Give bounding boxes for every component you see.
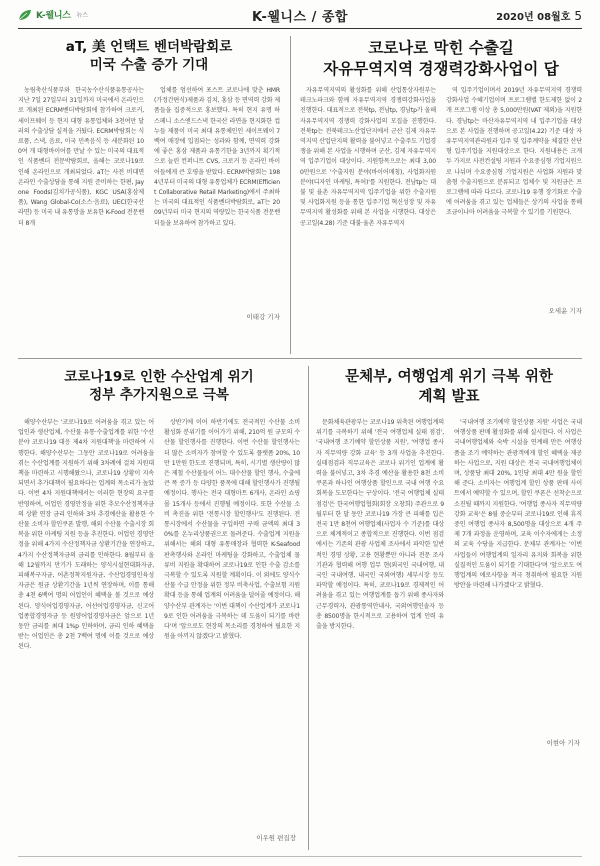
article-fisheries-support [18,366,300,852]
article-title-line: 문체부, 여행업계 위기 극복 위한 [345,369,553,385]
byline: 오세윤 기자 [548,307,582,315]
article-column [454,418,582,734]
issue-info [496,8,582,23]
article-title [18,368,300,404]
header-divider [18,28,582,29]
section-divider [18,358,582,359]
article-column [300,86,436,270]
article-paragraph: '국내여행 조기예약 할인상품 지원' 사업은 국내여행상품 판매 활성화를 위해 실시한다. 이 사업은 국내여행업체와 숙박 시설을 연계해 만든 여행상품을 조기 예약하는 관광객에게 할인 혜택을 제공하는 사업으로, 지원 대상은 전국 국내여행업체이며, 상품당 최대 20%, 1인당 최대 4만 원을 할인해 준다. 소비자는 여행업계 할인 상품 판매 사이트에서 예약할 수 있으며, 할인 쿠폰은 선착순으로 소진될 때까지 지원한다. '여행업 종사자 직무역량 강화 교육'은 8월 중순부터 코로나19로 인해 휴직 중인 여행업 종사자 8,500명을 대상으로 4개 주제 7개 과정을 운영하며, 교육 이수자에게는 소정의 교육 수당을 지급한다. 문체부 관계자는 '이번 사업들이 여행업계의 일자리 유지와 회복을 위한 실질적인 도움이 되기를 기대한다'며 '앞으로도 여행업계의 애로사항을 적극 청취하여 필요한 지원 방안을 마련해 나가겠다'고 밝혔다. [454,419,582,590]
article-paragraph: 해양수산부는 '코로나19로 어려움을 겪고 있는 어업인과 생산업체, 수산물 유통·수출업계를 위한 '수산분야 코로나19 대응 제4차 지원대책'을 마련하여 시행한다. 해양수산부는 그동안 코로나19로 어려움을 겪는 수산업계를 지원하기 위해 3차례에 걸쳐 지원대책을 마련하고 시행해왔으나, 코로나19 상황이 지속되면서 추가대책이 필요하다는 업계의 목소리가 높았다. 이번 4차 지원대책에서는 이러한 현장의 요구를 반영하여, 어업인 경영안정을 위한 추모수산정책자금의 상환 연장 금리 인하와 3차 추경예산을 활용한 수산물 소비자 할인쿠폰 발행, 해외 수산물 수출시장 회복을 위한 마케팅 지원 등을 추진한다. 어업인 경영안정을 위해 4가지 수산정책자금 상환기간을 연장하고, 4가지 수산정책자금의 금리를 인하한다. 8월부터 올해 12월까지 만기가 도래하는 양식시설현대화자금, 피해복구자금, 어촌정착지원자금, 수산업경영인육성자금은 원금 상환기간을 1년씩 연장하며, 이를 통해 총 4천 6백여 명의 어업인이 혜택을 볼 것으로 예상된다. 양식어업경영자금, 어선어업경영자금, 신고어업종합경영자금 등 원양어업경영자금은 앞으로 1년 동안 금리를 최대 1%p 인하하며, 금리 인하 혜택을 받는 어업인은 총 2천 7백여 명에 이를 것으로 예상된다. [18,419,154,651]
article-paragraph: 역 입주기업이며서 2019년 자유무역지역 경쟁력 강화사업 수혜기업이며 프로그램별 한도제한 없이 2개 프로그램 이상 총 5,000만원(VAT 제외)을 지원한다. 경남tp는 마산자유무역지역 내 입주기업을 대상으로 본 사업을 진행하며 공고일(4.22) 기준 대상 자유무역지역관리원과 입주 및 입주계약을 체결한 산단형 입주기업을 지원대상으로 한다. 지원내용은 크게 두 가지로 사전컨설팅 지원과 수요중심형 기업지원으로 나뉘며 수요중심형 기업지원은 사업화 지원과 맞춤형 수출지원으로 분류되고 업체수 및 지원금은 프로그램에 따라 다르다. 코로나19 유행 장기화로 수출에 어려움을 겪고 있는 업체들은 상기의 사업을 통해 조금이나마 어려움을 극복할 수 있기를 기원한다. [446,87,582,217]
article-paragraph: 업체를 엄선하여 포스트 코로나에 맞춘 HMR(가정간편식)제품과 김치, 홍삼 등 면역력 강화 제품들을 집중적으로 홍보했다. 특히 현지 유명 하스페니 소스앤드스낵 한국산 라면을 현지화한 컵누들 제품이 미국 최대 유통체인인 세이프웨이 7백여 매장에 입점되는 성과와 함께, 면역력 강화에 좋은 홍삼 제품과 유통기한을 3년까지 획기적으로 늘린 컨퍼니트 CVS, 크로거 등 온라인 바이어들에게 큰 호평을 받았다. ECRM박람회는 1984년부터 미국의 대형 유통업체가 ECRM(Efficient Collaborative Retail Marketing)에서 주최하는 미국의 대표적인 식품벤더박람회로, aT는 2009년부터 미국 현지의 역량있는 한국식품 전문벤더들을 보유하여 참가하고 있다. [154,87,280,227]
column-divider [290,36,291,354]
article-body [300,86,582,336]
article-column [154,86,280,310]
article-body [316,418,582,838]
article-at-vendor-fair [18,36,280,356]
article-column [164,418,300,826]
article-column [18,86,144,336]
article-title [316,368,582,407]
article-title-line: 코로나로 막힌 수출길 [368,39,514,57]
brand-sub: 뉴스 [76,12,89,19]
article-paragraph: 상반기에 이어 하반기에도 전국적인 수산물 소비 활성화 분위기를 이어가기 위해, 210억 원 규모의 수산물 할인행사를 진행한다. 이번 수산물 할인행사는 더 많은 소비자가 참여할 수 있도록 플랫폼 20%, 10만 1만원 한도로 진행되며, 특히, 시기별 생산량이 많은 제철 수산물들이 어느 대수산물 할인 행사, 수출에 큰 폭 증가 등 다양한 품목에 대해 할인행사가 진행될 예정이다. 행사는 전국 대형마트 6개사, 온라인 쇼핑몰 15개사 등에서 진행될 예정이다. 또한 수산물 소비 촉진을 위한 '전통시장 할인행사'도 진행된다. 전통시장에서 수산물을 구입하면 구매 금액의 최대 30%를 온누리상품권으로 돌려준다. 수출업계 지원을 위해서는 해외 대형 유통매장과 협력한 K-Seafood 판촉행사와 온라인 마케팅을 강화하고, 수출업체 물류비 지원을 확대하여 코로나19로 인한 수출 감소를 극복할 수 있도록 지원할 계획이다. 이 외에도 양식수산물 수급 안정을 위한 정부 비축사업, 수출보험 지원 확대 등을 통해 업계의 어려움을 덜어줄 예정이다. 해양수산부 관계자는 '이번 대책이 수산업계가 코로나19로 인한 어려움을 극복하는 데 도움이 되기를 바란다'며 '앞으로도 현장의 목소리를 경청하여 필요한 지원을 아끼지 않겠다'고 밝혔다. [164,419,300,641]
column-divider [308,366,309,850]
article-title-line: 미국 수출 증가 기대 [89,57,209,74]
article-column [316,418,444,816]
article-title-line: aT, 美 언택트 벤더박람회로 [65,39,233,55]
article-column [18,418,154,724]
article-free-trade-zone [300,36,582,356]
page-number: 5 [574,9,582,23]
article-body [18,86,280,336]
article-body [18,418,300,838]
byline: 이태강 기자 [246,313,280,321]
issue-date: 2020년 08월호 [496,12,571,23]
byline: 이우원 편집장 [256,834,296,842]
article-title [300,38,582,80]
article-travel-industry [316,366,582,852]
article-column [446,86,582,300]
footer-divider [18,856,582,857]
article-title [18,38,280,74]
article-paragraph: 농림축산식품부와 한국농수산식품유통공사는 지난 7일 27일부터 31일까지 미국에서 온라인으로 개최된 ECRM벤더박람회에 참가하여 크로커, 세이프웨이 등 현지 대형 유통업체와 3천여만 달러의 수출상담 실적을 거뒀다. ECRM박람회는 식료품, 스낵, 음료, 이국 민족음식 등 세분화된 100여 개 대형바이어를 만날 수 있는 미국의 대표적인 식품벤더 전문박람회로, 올해는 코로나19로 인해 온라인으로 개최되었다. aT는 사전 비대면 온라인 수출상담을 통해 지원 준비하는 한편, Jayone Foods(김치가공식품), KGC USA(홍삼제품), Wang Global-Co(소스·음료), UEC(한국산 라면) 등 미국 내 유통망을 보유한 K-Food 전문벤더 8개 [18,87,144,227]
article-paragraph: 자유무역지역의 활성화를 위해 산업통상자원부는 테크노파크와 함께 자유무역지역 경쟁력강화사업을 진행한다. 대표적으로 전북tp, 전남tp, 경남tp가 올해 자유무역지역 경쟁력 강화사업의 모집을 진행한다. 전북tp는 전북테크노산업단지에서 군산 김제 자유무역지역 산업단지의 활력을 불어넣고 수출주도 기업경쟁을 위해 본 사업을 시행하며 군산, 김제 자유무역지역 입주기업이 대상이다. 지원항목으로는 최대 3,000만원으로 '수출지원 분야(바이어매칭), 사업화지원 분야(디자인 마케팅, 특허)'를 지원한다. 전남tp는 대불 및 율촌 자유무역지역 입주기업을 위한 수출지원 및 사업화지원 등을 통한 입주기업 혁신성장 및 자유무역지역 활성화를 위해 본 사업을 시행한다. 대상은 공고일(4.28) 기준 대불·율촌 자유무역지 [300,87,436,227]
article-paragraph: 문화체육관광부는 코로나19 위축된 여행업계의 위기를 극복하기 위해 '전국 여행업체 실태 점검', '국내여행 조기예약 할인상품 지원', '여행업 종사자 직무역량 강화 교육' 등 3개 사업을 추진한다. 실태점검과 직무교육은 코로나 위기인 업계에 활력을 불어넣고, 3차 추경 예산을 활용한 8천 소비쿠폰과 하나인 여행상품 할인으로 국내 여행 수요 회복을 도모한다는 구상이다. '전국 여행업체 실태 점검'은 한국여행업협회(회장 오창희) 주관으로 9월부터 한 달 동안 코로나19 가장 큰 피해를 입은 전국 1만 8천여 여행업체(사업자 수 기준)를 대상으로 체계적이고 종합적으로 진행한다. 이번 점검에서는 기존의 관광 사업체 조사에서 파악한 일반적인 경영 상황, 고용 현황뿐만 아니라 전문 조사기관과 협력해 여행 업무 현(외국인 국내여행, 내국인 국내여행, 내국인 국외여행) 세부시장 등도 파악할 예정이다. 특히, 코로나19로 경제적인 어려움을 겪고 있는 여행업계를 돕기 위해 종사자와 근무경력자, 관광통역안내사, 국외여행인솔자 등 총 8500명을 한시적으로 고용하여 업계 인력 유출을 방지한다. [316,419,444,631]
page-header [18,6,582,28]
article-title-line: 자유무역지역 경쟁력강화사업이 답 [323,59,559,78]
brand-name: K-웰니스 [36,11,71,21]
section-title: K-웰니스 / 종합 [252,10,348,25]
article-title-line: 계획 발표 [418,388,480,405]
article-title-line: 코로나19로 인한 수산업계 위기 [64,369,254,385]
byline: 이현아 기자 [546,739,580,747]
article-title-line: 정부 추가지원으로 극복 [89,387,229,404]
